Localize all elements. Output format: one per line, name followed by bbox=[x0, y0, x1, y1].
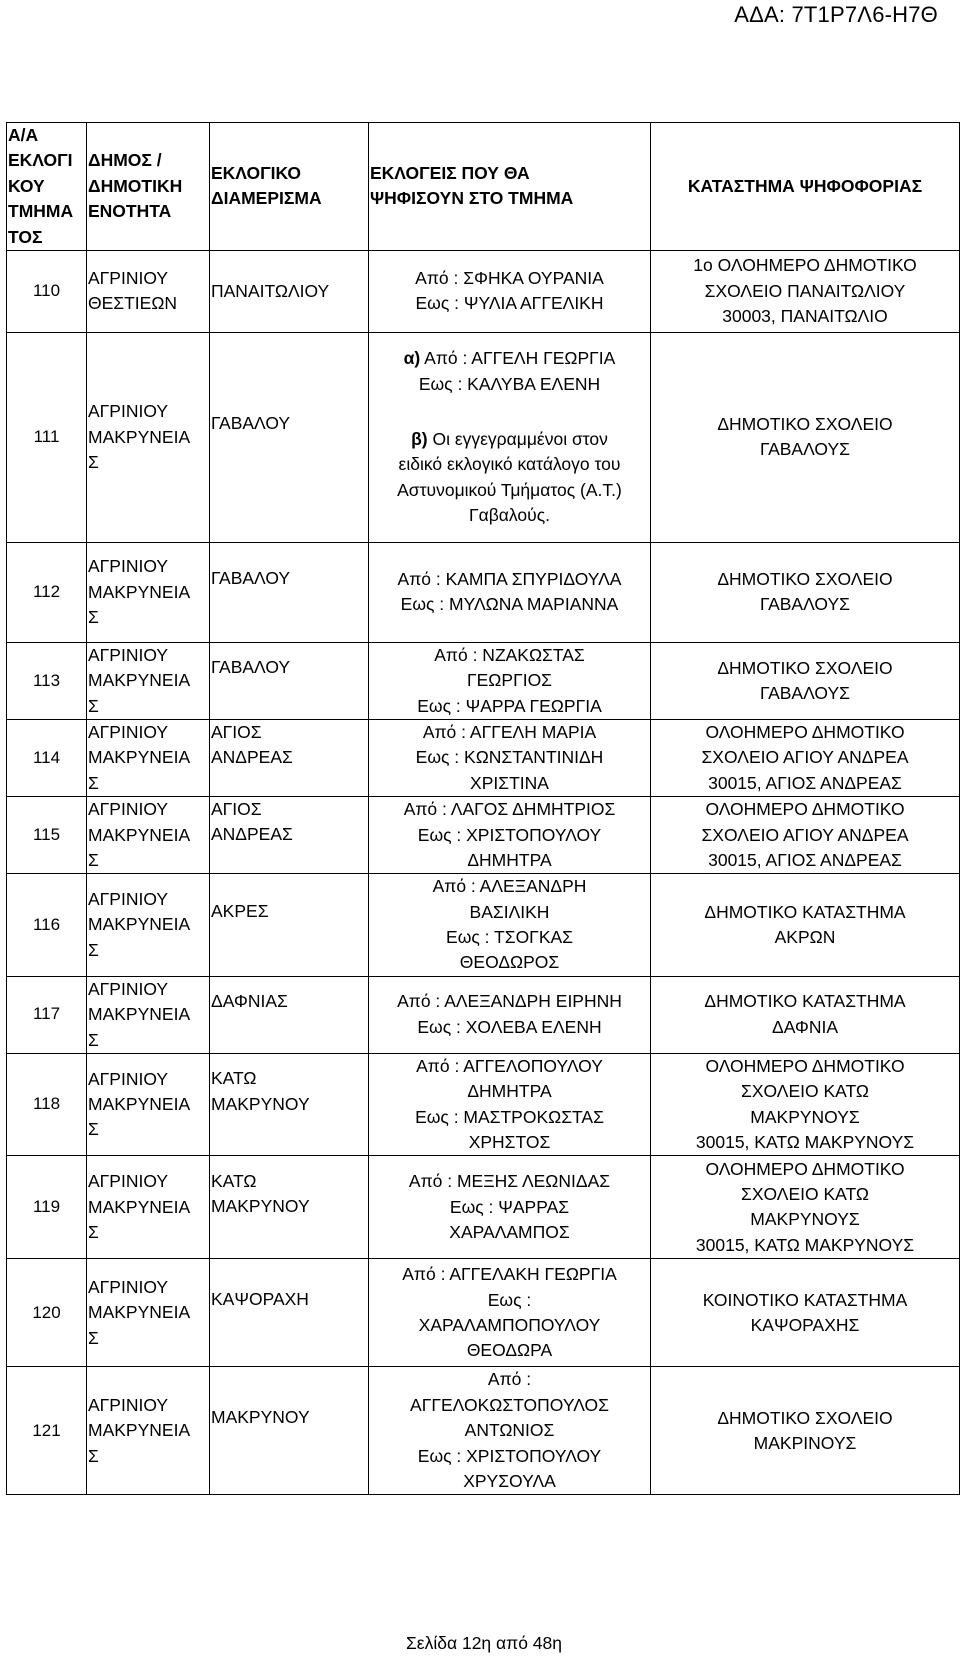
voters-line: Από : ΑΓΓΕΛΗ ΜΑΡΙΑ bbox=[422, 722, 597, 742]
polling-station-line: ΣΧΟΛΕΙΟ ΑΓΙΟΥ ΑΝΔΡΕΑ bbox=[701, 747, 909, 768]
municipality-line: ΑΓΡΙΝΙΟΥ bbox=[88, 799, 169, 820]
municipality-line: ΑΓΡΙΝΙΟΥ bbox=[88, 888, 169, 909]
municipality-line: ΜΑΚΡΥΝΕΙΑ bbox=[88, 670, 191, 691]
district-text bbox=[211, 1066, 367, 1117]
district-line: ΚΑΨΟΡΑΧΗ bbox=[211, 1288, 309, 1309]
voters-line: ΘΕΟΔΩΡΟΣ bbox=[459, 952, 560, 973]
district-cell bbox=[210, 642, 369, 719]
municipality-line: ΜΑΚΡΥΝΕΙΑ bbox=[88, 581, 191, 602]
municipality-line: ΑΓΡΙΝΙΟΥ bbox=[88, 556, 169, 577]
polling-station-line: 30015, ΚΑΤΩ ΜΑΚΡΥΝΟΥΣ bbox=[695, 1234, 915, 1255]
municipality-line: ΜΑΚΡΥΝΕΙΑ bbox=[88, 1420, 191, 1441]
header-district-line: ΔΙΑΜΕΡΙΣΜΑ bbox=[211, 188, 322, 209]
polling-station-line: ΔΑΦΝΙΑ bbox=[772, 1016, 838, 1037]
municipality-cell bbox=[87, 642, 210, 719]
header-municipality-line: ΕΝΟΤΗΤΑ bbox=[88, 201, 172, 222]
voters-a-line bbox=[370, 346, 649, 371]
voters-line: Από : ΑΛΕΞΑΝΔΡΗ ΕΙΡΗΝΗ bbox=[397, 991, 622, 1012]
polling-station-line: 30015, ΑΓΙΟΣ ΑΝΔΡΕΑΣ bbox=[708, 772, 902, 793]
municipality-line: Σ bbox=[88, 772, 99, 793]
municipality-cell bbox=[87, 1367, 210, 1495]
header-section-number bbox=[7, 123, 87, 251]
polling-station-line: ΟΛΟΗΜΕΡΟ ΔΗΜΟΤΙΚΟ bbox=[705, 799, 905, 820]
polling-stations-table bbox=[6, 122, 960, 1495]
municipality-line: ΜΑΚΡΥΝΕΙΑ bbox=[88, 824, 191, 845]
header-section-number-line: ΤΜΗΜΑ bbox=[8, 201, 74, 222]
voters-group-a bbox=[370, 346, 649, 397]
municipality-line: ΜΑΚΡΥΝΕΙΑ bbox=[88, 426, 191, 447]
voters-line: ΔΗΜΗΤΡΑ bbox=[467, 1081, 552, 1102]
municipality-cell bbox=[87, 542, 210, 642]
municipality-line: ΑΓΡΙΝΙΟΥ bbox=[88, 401, 169, 422]
municipality-line: ΑΓΡΙΝΙΟΥ bbox=[88, 1394, 169, 1415]
polling-station-line: ΓΑΒΑΛΟΥΣ bbox=[760, 439, 850, 460]
polling-station-line: 30003, ΠΑΝΑΙΤΩΛΙΟ bbox=[722, 306, 888, 327]
district-text bbox=[211, 655, 367, 680]
municipality-line: ΜΑΚΡΥΝΕΙΑ bbox=[88, 1093, 191, 1114]
voters-cell bbox=[369, 332, 651, 542]
voters-cell bbox=[369, 874, 651, 977]
section-number: 118 bbox=[7, 1053, 87, 1156]
section-number: 114 bbox=[7, 720, 87, 797]
header-district-line: ΕΚΛΟΓΙΚΟ bbox=[211, 163, 301, 184]
district-line: ΓΑΒΑΛΟΥ bbox=[211, 656, 291, 677]
section-number: 110 bbox=[7, 250, 87, 332]
table-row bbox=[7, 976, 960, 1053]
district-line: ΑΚΡΕΣ bbox=[211, 901, 269, 921]
district-line: ΑΝΔΡΕΑΣ bbox=[211, 747, 293, 768]
voters-line: ΔΗΜΗΤΡΑ bbox=[467, 849, 552, 870]
district-line: ΜΑΚΡΥΝΟΥ bbox=[211, 1093, 310, 1114]
municipality-cell bbox=[87, 250, 210, 332]
polling-station-line: ΣΧΟΛΕΙΟ ΠΑΝΑΙΤΩΛΙΟΥ bbox=[704, 280, 906, 301]
district-text bbox=[211, 1405, 367, 1430]
municipality-cell bbox=[87, 797, 210, 874]
polling-station-cell bbox=[651, 1367, 960, 1495]
voters-line: ΧΡΙΣΤΙΝΑ bbox=[470, 772, 549, 793]
voters-group-b bbox=[370, 427, 649, 529]
municipality-line: Σ bbox=[88, 1222, 99, 1243]
voters-cell bbox=[369, 1156, 651, 1259]
municipality-line: ΑΓΡΙΝΙΟΥ bbox=[88, 1068, 169, 1089]
table-row bbox=[7, 874, 960, 977]
voters-b-line: ειδικό εκλογικό κατάλογο του bbox=[398, 454, 621, 475]
voters-cell bbox=[369, 642, 651, 719]
municipality-cell bbox=[87, 1053, 210, 1156]
voters-line: ΑΝΤΩΝΙΟΣ bbox=[464, 1420, 555, 1441]
municipality-line: Σ bbox=[88, 849, 99, 870]
municipality-line: Σ bbox=[88, 452, 99, 473]
municipality-line: Σ bbox=[88, 695, 99, 716]
district-line: ΑΓΙΟΣ bbox=[211, 798, 262, 819]
section-number: 113 bbox=[7, 642, 87, 719]
voters-line: Εως : ΚΩΝΣΤΑΝΤΙΝΙΔΗ bbox=[415, 747, 604, 768]
header-polling-station: ΚΑΤΑΣΤΗΜΑ ΨΗΦΟΦΟΡΙΑΣ bbox=[651, 123, 960, 251]
voters-b-line bbox=[370, 427, 649, 452]
polling-station-line: 30015, ΑΓΙΟΣ ΑΝΔΡΕΑΣ bbox=[708, 849, 902, 870]
table-row bbox=[7, 542, 960, 642]
district-cell bbox=[210, 720, 369, 797]
district-cell bbox=[210, 1053, 369, 1156]
district-line: ΓΑΒΑΛΟΥ bbox=[211, 413, 291, 434]
polling-station-line: ΟΛΟΗΜΕΡΟ ΔΗΜΟΤΙΚΟ bbox=[705, 1055, 905, 1076]
district-line: ΠΑΝΑΙΤΩΛΙΟΥ bbox=[211, 280, 330, 301]
voters-a-text: Από : ΑΓΓΕΛΗ ΓΕΩΡΓΙΑ bbox=[424, 348, 616, 369]
header-voters bbox=[369, 123, 651, 251]
voters-line: Από : ΝΖΑΚΩΣΤΑΣ bbox=[434, 644, 585, 665]
polling-station-cell bbox=[651, 720, 960, 797]
district-text bbox=[211, 797, 367, 848]
voters-b-label: β) bbox=[411, 429, 428, 449]
municipality-cell bbox=[87, 1156, 210, 1259]
district-line: ΓΑΒΑΛΟΥ bbox=[211, 568, 291, 589]
voters-line: ΑΓΓΕΛΟΚΩΣΤΟΠΟΥΛΟΣ bbox=[410, 1394, 609, 1415]
district-line: ΜΑΚΡΥΝΟΥ bbox=[211, 1406, 310, 1427]
voters-line: Από : ΑΓΓΕΛΟΠΟΥΛΟΥ bbox=[416, 1055, 603, 1076]
district-cell bbox=[210, 1367, 369, 1495]
polling-station-cell bbox=[651, 542, 960, 642]
voters-cell bbox=[369, 1259, 651, 1367]
polling-station-line: ΜΑΚΡΙΝΟΥΣ bbox=[753, 1432, 857, 1453]
district-text bbox=[211, 720, 367, 771]
polling-station-line: ΣΧΟΛΕΙΟ ΑΓΙΟΥ ΑΝΔΡΕΑ bbox=[701, 824, 909, 845]
section-number: 112 bbox=[7, 542, 87, 642]
district-text bbox=[211, 411, 367, 436]
section-number: 117 bbox=[7, 976, 87, 1053]
municipality-cell bbox=[87, 720, 210, 797]
table-row bbox=[7, 720, 960, 797]
voters-line: Από : ΚΑΜΠΑ ΣΠΥΡΙΔΟΥΛΑ bbox=[397, 569, 622, 589]
section-number: 121 bbox=[7, 1367, 87, 1495]
voters-cell bbox=[369, 720, 651, 797]
polling-station-cell bbox=[651, 1259, 960, 1367]
district-cell bbox=[210, 332, 369, 542]
district-cell bbox=[210, 976, 369, 1053]
voters-cell bbox=[369, 1053, 651, 1156]
polling-station-line: ΔΗΜΟΤΙΚΟ ΚΑΤΑΣΤΗΜΑ bbox=[704, 901, 906, 922]
voters-cell bbox=[369, 250, 651, 332]
district-text bbox=[211, 1287, 367, 1312]
district-cell bbox=[210, 1259, 369, 1367]
voters-line: Εως : ΧΡΙΣΤΟΠΟΥΛΟΥ bbox=[417, 1445, 602, 1466]
municipality-line: ΜΑΚΡΥΝΕΙΑ bbox=[88, 1196, 191, 1217]
voters-a-line: Εως : ΚΑΛΥΒΑ ΕΛΕΝΗ bbox=[418, 373, 601, 394]
table-row bbox=[7, 642, 960, 719]
page-footer: Σελίδα 12η από 48η bbox=[405, 1633, 563, 1653]
polling-station-cell bbox=[651, 976, 960, 1053]
table-row bbox=[7, 1156, 960, 1259]
municipality-line: Σ bbox=[88, 1029, 99, 1050]
voters-line: Εως : bbox=[487, 1289, 532, 1310]
voters-line: ΧΡΥΣΟΥΛΑ bbox=[463, 1470, 556, 1491]
voters-line: Εως : ΧΡΙΣΤΟΠΟΥΛΟΥ bbox=[417, 824, 602, 845]
voters-line: Από : ΑΛΕΞΑΝΔΡΗ bbox=[432, 876, 587, 897]
district-cell bbox=[210, 542, 369, 642]
voters-line: ΒΑΣΙΛΙΚΗ bbox=[469, 901, 550, 922]
voters-b-text: Οι εγγεγραμμένοι στον bbox=[432, 429, 608, 449]
district-line: ΑΝΔΡΕΑΣ bbox=[211, 824, 293, 845]
voters-b-line: Αστυνομικού Τμήματος (Α.Τ.) bbox=[397, 479, 622, 500]
polling-station-cell bbox=[651, 797, 960, 874]
section-number: 119 bbox=[7, 1156, 87, 1259]
voters-line: ΓΕΩΡΓΙΟΣ bbox=[467, 670, 552, 691]
header-section-number-line: ΤΟΣ bbox=[8, 226, 43, 247]
municipality-line: Σ bbox=[88, 1327, 99, 1348]
polling-station-line: ΔΗΜΟΤΙΚΟ ΣΧΟΛΕΙΟ bbox=[717, 657, 893, 678]
voters-line: Εως : ΨΥΛΙΑ ΑΓΓΕΛΙΚΗ bbox=[415, 293, 604, 314]
municipality-cell bbox=[87, 332, 210, 542]
municipality-line: ΑΓΡΙΝΙΟΥ bbox=[88, 644, 169, 665]
district-text bbox=[211, 1169, 367, 1220]
district-text bbox=[211, 899, 367, 924]
polling-station-cell bbox=[651, 874, 960, 977]
polling-station-cell bbox=[651, 332, 960, 542]
header-municipality-line: ΔΗΜΟΤΙΚΗ bbox=[88, 175, 183, 196]
district-line: ΑΓΙΟΣ bbox=[211, 721, 262, 742]
table-row bbox=[7, 1053, 960, 1156]
table-row bbox=[7, 797, 960, 874]
municipality-line: ΑΓΡΙΝΙΟΥ bbox=[88, 722, 169, 742]
district-line: ΚΑΤΩ bbox=[211, 1171, 257, 1191]
voters-cell bbox=[369, 976, 651, 1053]
polling-station-line: ΑΚΡΩΝ bbox=[774, 927, 836, 947]
voters-line: ΧΑΡΑΛΑΜΠΟΣ bbox=[449, 1222, 570, 1243]
voters-line: ΘΕΟΔΩΡΑ bbox=[466, 1340, 553, 1361]
district-line: ΜΑΚΡΥΝΟΥ bbox=[211, 1196, 310, 1217]
municipality-line: ΜΑΚΡΥΝΕΙΑ bbox=[88, 914, 191, 935]
voters-line: Από : ΜΕΞΗΣ ΛΕΩΝΙΔΑΣ bbox=[408, 1171, 611, 1192]
voters-line: Εως : ΤΣΟΓΚΑΣ bbox=[446, 927, 573, 947]
voters-line: Από : ΣΦΗΚΑ ΟΥΡΑΝΙΑ bbox=[415, 268, 604, 288]
section-number: 111 bbox=[7, 332, 87, 542]
table-row bbox=[7, 1367, 960, 1495]
district-line: ΚΑΤΩ bbox=[211, 1068, 257, 1089]
polling-station-line: ΟΛΟΗΜΕΡΟ ΔΗΜΟΤΙΚΟ bbox=[705, 722, 905, 742]
municipality-line: Σ bbox=[88, 1445, 99, 1466]
table-row bbox=[7, 332, 960, 542]
municipality-cell bbox=[87, 976, 210, 1053]
polling-station-line: 1ο ΟΛΟΗΜΕΡΟ ΔΗΜΟΤΙΚΟ bbox=[693, 255, 917, 276]
polling-station-cell bbox=[651, 1053, 960, 1156]
polling-station-line: ΔΗΜΟΤΙΚΟ ΣΧΟΛΕΙΟ bbox=[717, 569, 893, 589]
polling-station-cell bbox=[651, 642, 960, 719]
district-cell bbox=[210, 1156, 369, 1259]
district-cell bbox=[210, 250, 369, 332]
header-voters-line: ΨΗΦΙΣΟΥΝ ΣΤΟ ΤΜΗΜΑ bbox=[370, 188, 574, 209]
municipality-line: Σ bbox=[88, 607, 99, 628]
voters-line: ΧΑΡΑΛΑΜΠΟΠΟΥΛΟΥ bbox=[418, 1314, 601, 1335]
polling-station-line: ΟΛΟΗΜΕΡΟ ΔΗΜΟΤΙΚΟ bbox=[705, 1158, 905, 1179]
polling-station-line: ΚΟΙΝΟΤΙΚΟ ΚΑΤΑΣΤΗΜΑ bbox=[702, 1289, 908, 1310]
polling-station-line: ΚΑΨΟΡΑΧΗΣ bbox=[750, 1314, 860, 1335]
district-cell bbox=[210, 797, 369, 874]
section-number: 120 bbox=[7, 1259, 87, 1367]
voters-line: Εως : ΧΟΛΕΒΑ ΕΛΕΝΗ bbox=[417, 1016, 602, 1037]
district-text bbox=[211, 566, 367, 591]
voters-line: Εως : ΜΥΛΩΝΑ ΜΑΡΙΑΝΝΑ bbox=[400, 594, 619, 615]
header-section-number-line: Α/Α bbox=[8, 125, 39, 145]
polling-station-line: ΔΗΜΟΤΙΚΟ ΣΧΟΛΕΙΟ bbox=[717, 414, 893, 434]
polling-station-cell bbox=[651, 1156, 960, 1259]
district-text bbox=[211, 989, 367, 1014]
polling-station-line: ΣΧΟΛΕΙΟ ΚΑΤΩ bbox=[741, 1081, 869, 1102]
voters-line: Εως : ΨΑΡΡΑΣ bbox=[449, 1196, 570, 1217]
polling-station-line: ΓΑΒΑΛΟΥΣ bbox=[760, 682, 850, 703]
municipality-line: ΑΓΡΙΝΙΟΥ bbox=[88, 1171, 169, 1192]
table-header-row bbox=[7, 123, 960, 251]
section-number: 115 bbox=[7, 797, 87, 874]
municipality-cell bbox=[87, 874, 210, 977]
header-district bbox=[210, 123, 369, 251]
voters-cell bbox=[369, 542, 651, 642]
polling-station-cell bbox=[651, 250, 960, 332]
polling-station-line: ΜΑΚΡΥΝΟΥΣ bbox=[750, 1106, 860, 1127]
municipality-line: ΑΓΡΙΝΙΟΥ bbox=[88, 1276, 169, 1297]
voters-cell bbox=[369, 1367, 651, 1495]
voters-line: Εως : ΜΑΣΤΡΟΚΩΣΤΑΣ bbox=[415, 1106, 604, 1127]
ada-code: ΑΔΑ: 7Τ1Ρ7Λ6-Η7Θ bbox=[734, 2, 938, 27]
voters-line: ΧΡΗΣΤΟΣ bbox=[468, 1132, 551, 1152]
municipality-cell bbox=[87, 1259, 210, 1367]
voters-a-label: α) bbox=[403, 348, 421, 369]
municipality-line: ΜΑΚΡΥΝΕΙΑ bbox=[88, 747, 191, 768]
district-cell bbox=[210, 874, 369, 977]
polling-station-line: ΓΑΒΑΛΟΥΣ bbox=[760, 594, 850, 615]
header-section-number-line: ΕΚΛΟΓΙ bbox=[8, 150, 73, 171]
polling-station-line: ΜΑΚΡΥΝΟΥΣ bbox=[750, 1209, 860, 1230]
header-municipality-line: ΔΗΜΟΣ / bbox=[88, 150, 162, 171]
municipality-line: ΑΓΡΙΝΙΟΥ bbox=[88, 268, 169, 288]
municipality-line: ΜΑΚΡΥΝΕΙΑ bbox=[88, 1004, 191, 1025]
polling-station-line: ΔΗΜΟΤΙΚΟ ΣΧΟΛΕΙΟ bbox=[717, 1407, 893, 1428]
header-municipality bbox=[87, 123, 210, 251]
municipality-line: Σ bbox=[88, 1119, 99, 1140]
polling-station-line: ΣΧΟΛΕΙΟ ΚΑΤΩ bbox=[741, 1184, 869, 1204]
section-number: 116 bbox=[7, 874, 87, 977]
voters-line: Από : ΑΓΓΕΛΑΚΗ ΓΕΩΡΓΙΑ bbox=[402, 1264, 617, 1285]
table-row bbox=[7, 250, 960, 332]
spacer bbox=[370, 397, 649, 427]
voters-line: Εως : ΨΑΡΡΑ ΓΕΩΡΓΙΑ bbox=[417, 695, 602, 716]
voters-b-line: Γαβαλούς. bbox=[468, 505, 551, 526]
district-text bbox=[211, 279, 367, 304]
header-section-number-line: ΚΟΥ bbox=[8, 175, 45, 196]
header-voters-line: ΕΚΛΟΓΕΙΣ ΠΟΥ ΘΑ bbox=[370, 163, 530, 184]
polling-station-line: 30015, ΚΑΤΩ ΜΑΚΡΥΝΟΥΣ bbox=[695, 1132, 915, 1152]
voters-line: Από : bbox=[487, 1369, 532, 1390]
district-line: ΔΑΦΝΙΑΣ bbox=[211, 990, 288, 1011]
municipality-line: ΘΕΣΤΙΕΩΝ bbox=[88, 293, 178, 314]
polling-station-line: ΔΗΜΟΤΙΚΟ ΚΑΤΑΣΤΗΜΑ bbox=[704, 991, 906, 1012]
voters-cell bbox=[369, 797, 651, 874]
table-row bbox=[7, 1259, 960, 1367]
voters-line: Από : ΛΑΓΟΣ ΔΗΜΗΤΡΙΟΣ bbox=[403, 799, 616, 820]
municipality-line: ΑΓΡΙΝΙΟΥ bbox=[88, 978, 169, 999]
municipality-line: ΜΑΚΡΥΝΕΙΑ bbox=[88, 1302, 191, 1323]
municipality-line: Σ bbox=[88, 939, 99, 960]
